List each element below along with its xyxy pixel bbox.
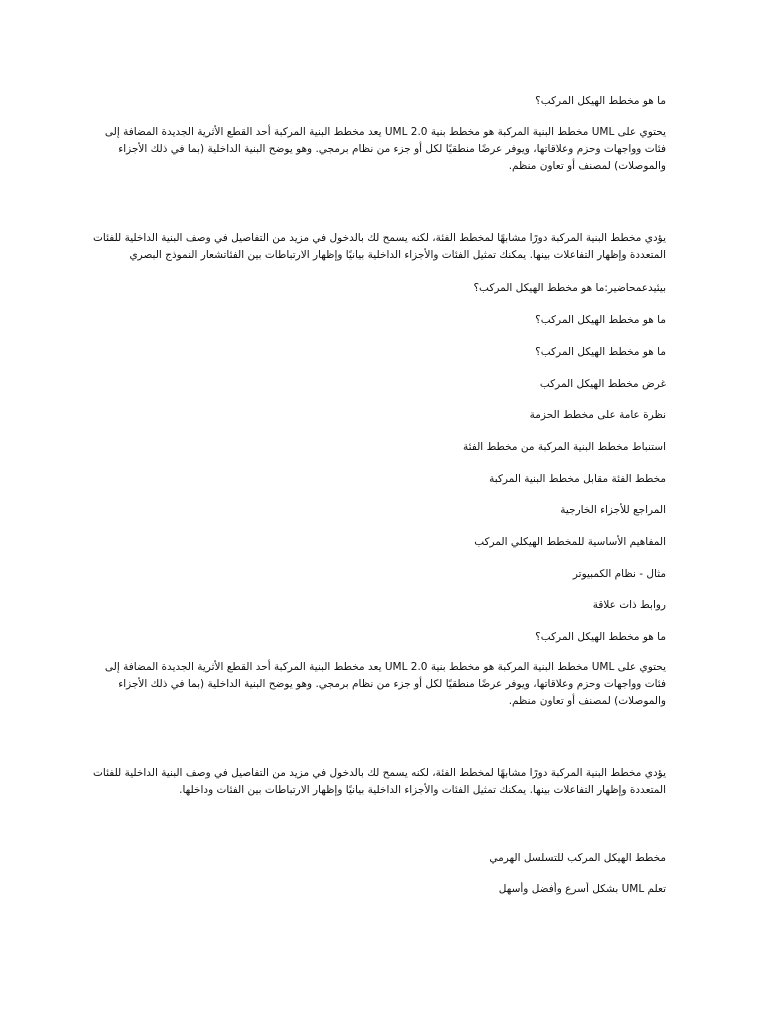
document-page bbox=[88, 0, 666, 1024]
toc-item: ما هو مخطط الهيكل المركب؟ bbox=[535, 346, 666, 358]
toc-item: المراجع للأجزاء الخارجية bbox=[560, 504, 666, 516]
toc-item: روابط ذات علاقة bbox=[592, 599, 666, 611]
toc-item: استنباط مخطط البنية المركبة من مخطط الفئة bbox=[463, 441, 666, 453]
heading-hierarchy-diagram: مخطط الهيكل المركب للتسلسل الهرمي bbox=[489, 852, 666, 864]
closing-line: تعلم UML بشكل أسرع وأفضل وأسهل bbox=[498, 883, 666, 895]
paragraph-line: يحتوي على UML مخطط البنية المركبة هو مخطط بنية UML 2.0 يعد مخطط البنية المركبة أحد القطع الأثرية الجديدة المضافة إلى bbox=[104, 126, 666, 138]
toc-item: بيئيدعمحاضير:ما هو مخطط الهيكل المركب؟ bbox=[473, 282, 666, 294]
paragraph-line: والموصلات) لمصنف أو تعاون منظم. bbox=[508, 160, 666, 172]
intro-paragraph-repeat bbox=[88, 659, 666, 710]
toc-item: غرض مخطط الهيكل المركب bbox=[539, 378, 666, 390]
toc-item: مثال - نظام الكمبيوتر bbox=[572, 568, 666, 580]
toc-item: نظرة عامة على مخطط الحزمة bbox=[529, 409, 666, 421]
paragraph-line: المتعددة وإظهار التفاعلات بينها. يمكنك تمثيل الفئات والأجزاء الداخلية بيانيًا وإظهار الارتباطات بين الفئاتشعار النموذج البصري bbox=[129, 249, 666, 261]
paragraph-line: يؤدي مخطط البنية المركبة دورًا مشابهًا لمخطط الفئة، لكنه يسمح لك بالدخول في مزيد من التفاصيل في وصف البنية الداخلية للفئات bbox=[93, 767, 666, 779]
paragraph-line: فئات وواجهات وحزم وعلاقاتها، ويوفر عرضًا منطقيًا لكل أو جزء من نظام برمجي. وهو يوضح البنية الداخلية (بما في ذلك الأجزاء bbox=[118, 678, 666, 690]
paragraph-line: يحتوي على UML مخطط البنية المركبة هو مخطط بنية UML 2.0 يعد مخطط البنية المركبة أحد القطع الأثرية الجديدة المضافة إلى bbox=[104, 661, 666, 673]
toc-item: ما هو مخطط الهيكل المركب؟ bbox=[535, 631, 666, 643]
heading-what-is-composite-structure: ما هو مخطط الهيكل المركب؟ bbox=[535, 95, 666, 107]
role-paragraph bbox=[88, 230, 666, 264]
toc-item: مخطط الفئة مقابل مخطط البنية المركبة bbox=[489, 473, 666, 485]
paragraph-line: فئات وواجهات وحزم وعلاقاتها، ويوفر عرضًا منطقيًا لكل أو جزء من نظام برمجي. وهو يوضح البنية الداخلية (بما في ذلك الأجزاء bbox=[118, 143, 666, 155]
role-paragraph-repeat bbox=[88, 765, 666, 799]
paragraph-line: والموصلات) لمصنف أو تعاون منظم. bbox=[508, 695, 666, 707]
paragraph-line: يؤدي مخطط البنية المركبة دورًا مشابهًا لمخطط الفئة، لكنه يسمح لك بالدخول في مزيد من التفاصيل في وصف البنية الداخلية للفئات bbox=[93, 232, 666, 244]
toc-item: ما هو مخطط الهيكل المركب؟ bbox=[535, 314, 666, 326]
intro-paragraph bbox=[88, 124, 666, 175]
toc-item: المفاهيم الأساسية للمخطط الهيكلي المركب bbox=[474, 536, 666, 548]
paragraph-line: المتعددة وإظهار التفاعلات بينها. يمكنك تمثيل الفئات والأجزاء الداخلية بيانيًا وإظهار الارتباطات بين الفئات وداخلها. bbox=[179, 784, 666, 796]
